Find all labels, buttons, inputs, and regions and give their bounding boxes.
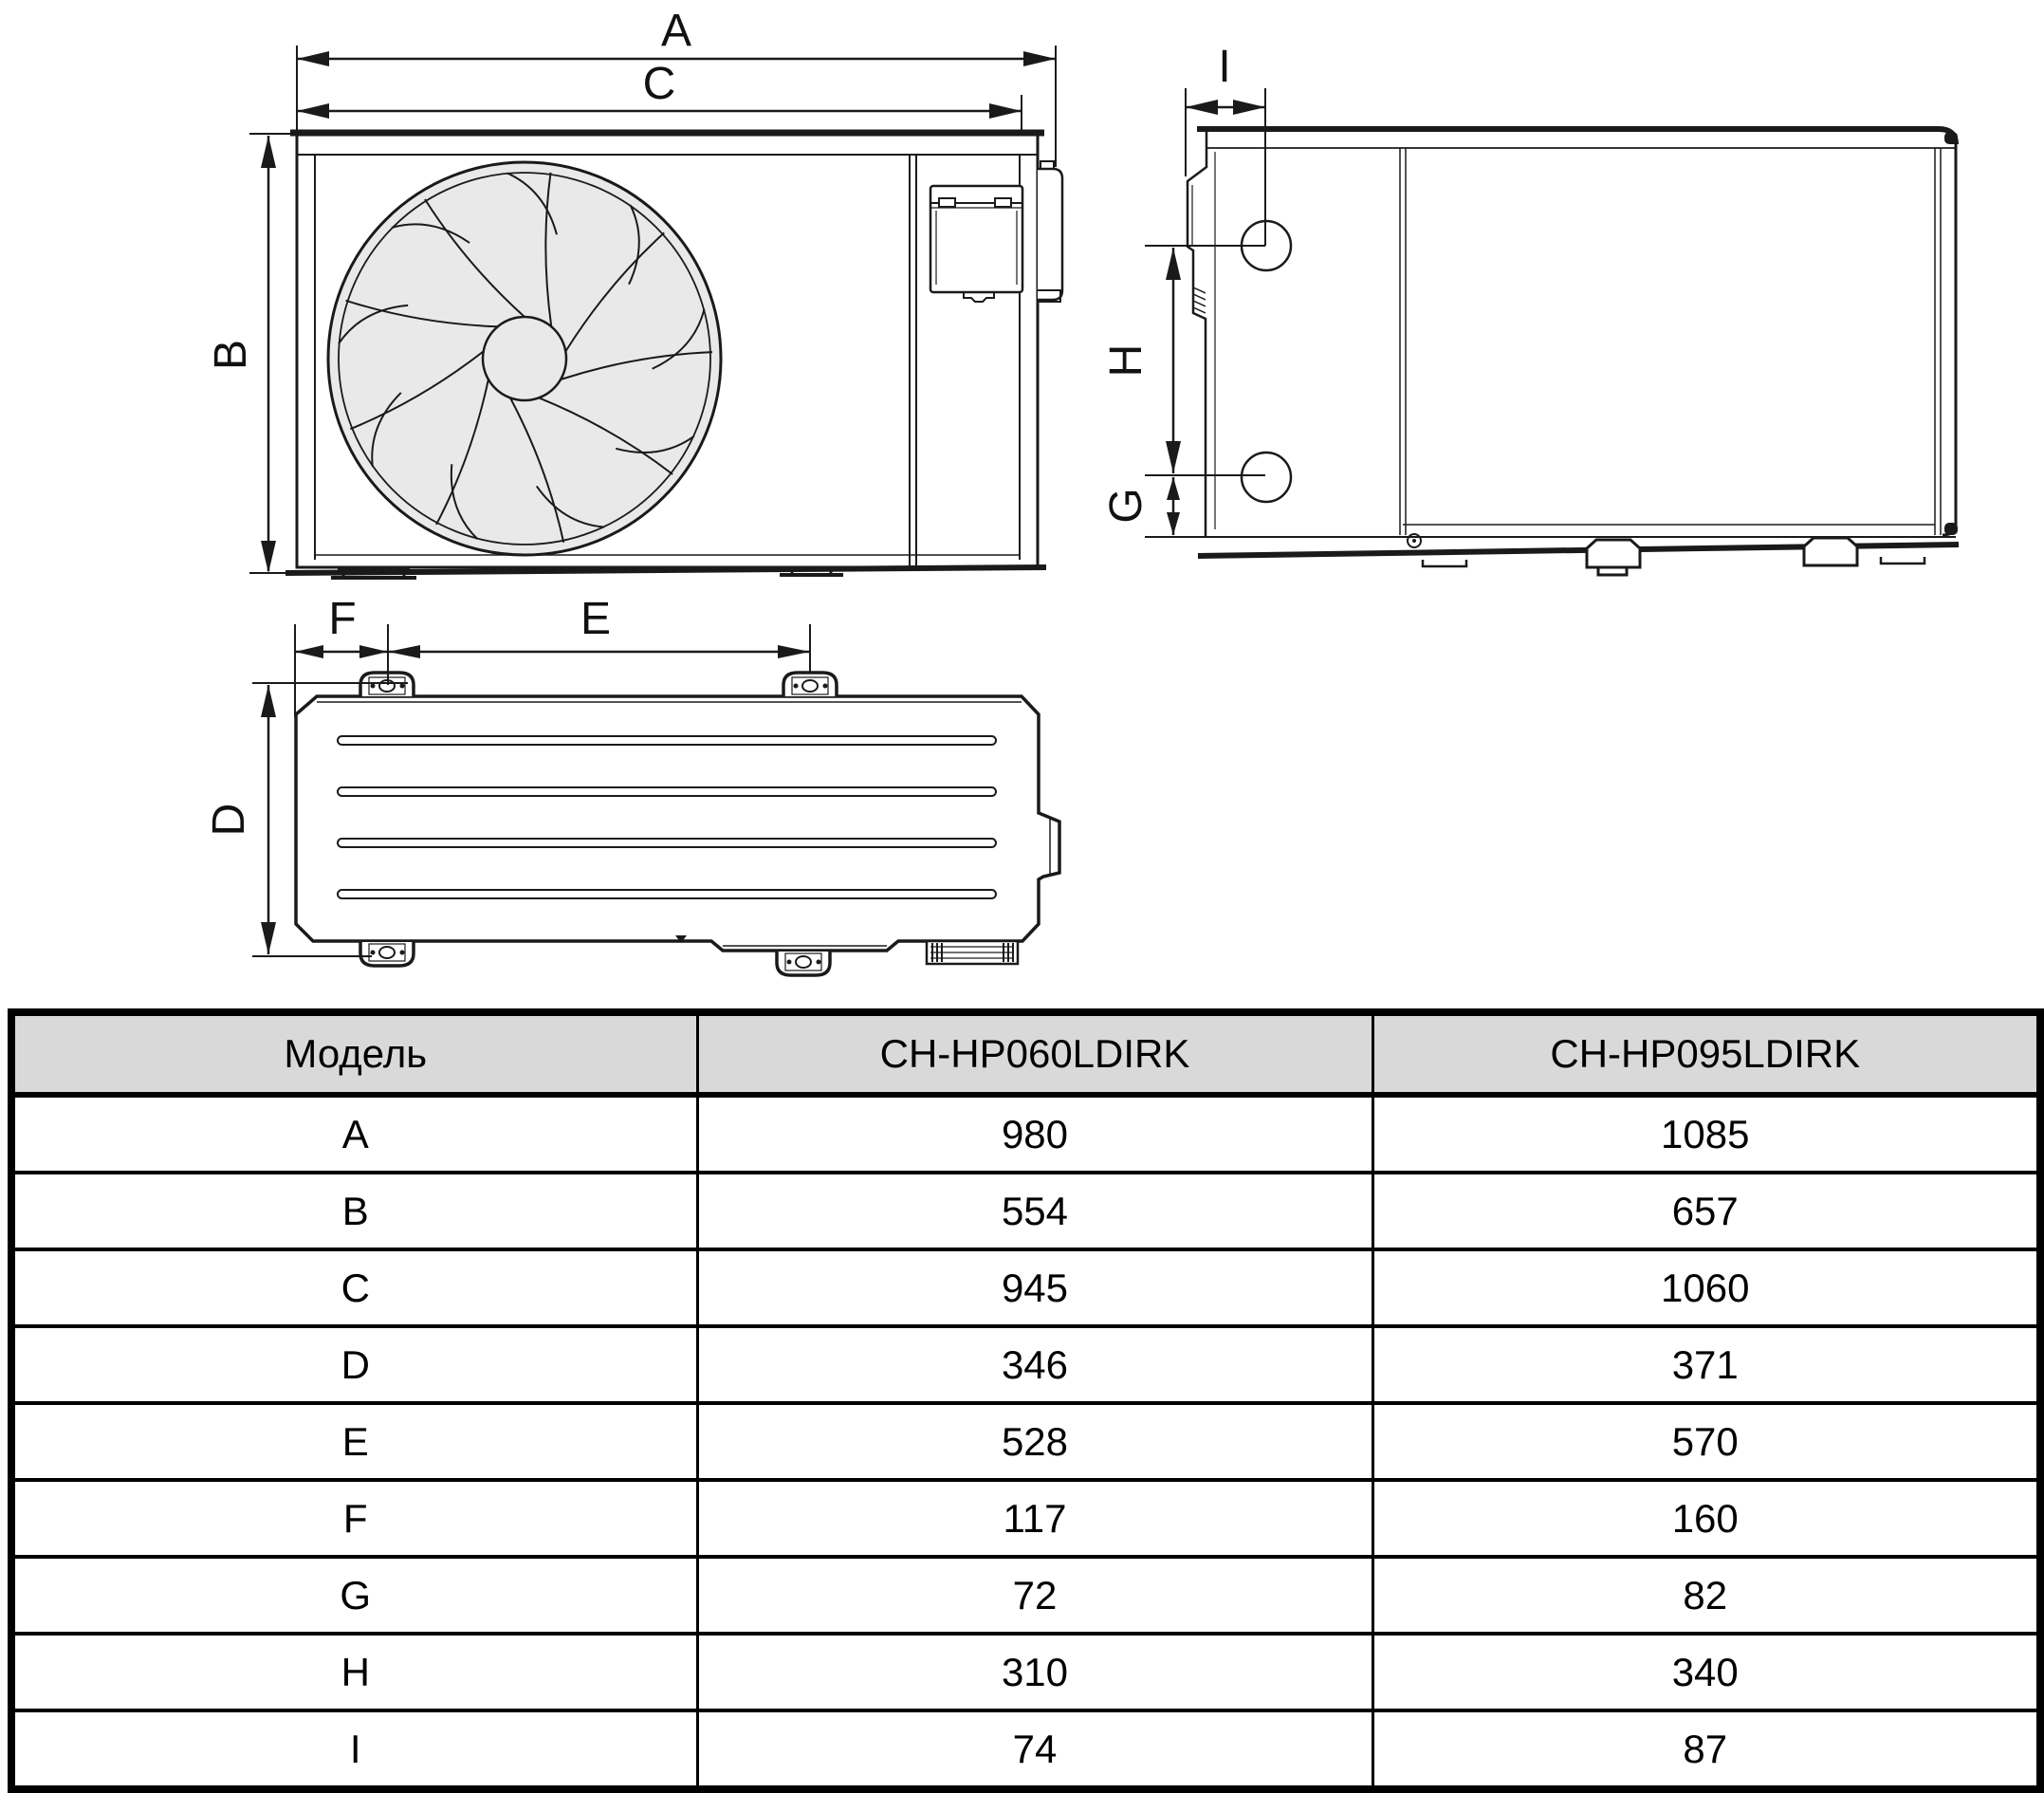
header-model-2: CH-HP095LDIRK xyxy=(1372,1012,2040,1095)
value-cell: 371 xyxy=(1372,1326,2040,1403)
table-row xyxy=(11,1557,2040,1634)
dimension-g xyxy=(1101,477,1216,537)
value-cell: 1060 xyxy=(1372,1249,2040,1326)
dimension-b xyxy=(206,134,322,573)
value-cell: 82 xyxy=(1372,1557,2040,1634)
table-row xyxy=(11,1403,2040,1480)
value-cell: 657 xyxy=(1372,1173,2040,1249)
dim-cell: I xyxy=(11,1710,697,1789)
dim-cell: H xyxy=(11,1634,697,1710)
dim-label-c: C xyxy=(642,59,676,109)
front-view-drawing xyxy=(206,6,1062,578)
value-cell: 87 xyxy=(1372,1710,2040,1789)
dim-cell: D xyxy=(11,1326,697,1403)
dim-label-h: H xyxy=(1101,343,1151,378)
table-row xyxy=(11,1249,2040,1326)
table-row xyxy=(11,1326,2040,1403)
dim-label-i: I xyxy=(1218,42,1231,92)
side-view-drawing xyxy=(1101,42,1959,575)
value-cell: 980 xyxy=(697,1095,1372,1173)
value-cell: 346 xyxy=(697,1326,1372,1403)
fan-hub xyxy=(483,317,566,400)
top-view-drawing xyxy=(204,594,1059,975)
value-cell: 310 xyxy=(697,1634,1372,1710)
value-cell: 72 xyxy=(697,1557,1372,1634)
dim-cell: F xyxy=(11,1480,697,1557)
dim-label-a: A xyxy=(660,6,692,56)
dim-cell: A xyxy=(11,1095,697,1173)
valve-cover xyxy=(1038,161,1062,302)
value-cell: 74 xyxy=(697,1710,1372,1789)
value-cell: 528 xyxy=(697,1403,1372,1480)
value-cell: 554 xyxy=(697,1173,1372,1249)
dimensions-table xyxy=(8,1008,2044,1793)
table-row xyxy=(11,1634,2040,1710)
value-cell: 1085 xyxy=(1372,1095,2040,1173)
dim-cell: C xyxy=(11,1249,697,1326)
dim-label-f: F xyxy=(328,594,357,644)
terminal-block xyxy=(927,941,1018,964)
dimension-c xyxy=(297,59,1022,133)
dim-label-d: D xyxy=(204,803,254,837)
value-cell: 570 xyxy=(1372,1403,2040,1480)
side-feet xyxy=(1423,538,1924,575)
dimension-i xyxy=(1186,42,1265,246)
table-row xyxy=(11,1710,2040,1789)
table-row xyxy=(11,1480,2040,1557)
dimension-h xyxy=(1101,246,1265,475)
fan xyxy=(321,151,729,555)
dim-cell: E xyxy=(11,1403,697,1480)
dim-cell: G xyxy=(11,1557,697,1634)
header-model-1: CH-HP060LDIRK xyxy=(697,1012,1372,1095)
value-cell: 340 xyxy=(1372,1634,2040,1710)
dim-label-b: B xyxy=(206,339,256,371)
pipe-hole-lower xyxy=(1242,453,1291,502)
value-cell: 160 xyxy=(1372,1480,2040,1557)
table-header-row xyxy=(11,1012,2040,1095)
table-row xyxy=(11,1095,2040,1173)
dimension-a xyxy=(297,6,1056,167)
dimension-e xyxy=(388,594,810,674)
top-body xyxy=(296,696,1059,951)
value-cell: 945 xyxy=(697,1249,1372,1326)
value-cell: 117 xyxy=(697,1480,1372,1557)
dim-label-e: E xyxy=(580,594,612,644)
electrical-box xyxy=(930,186,1022,302)
table-row xyxy=(11,1173,2040,1249)
dim-cell: B xyxy=(11,1173,697,1249)
header-model: Модель xyxy=(11,1012,697,1095)
dim-label-g: G xyxy=(1101,488,1151,524)
